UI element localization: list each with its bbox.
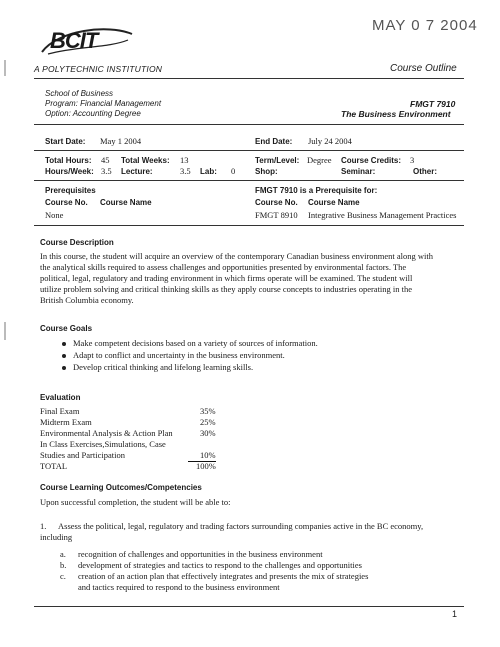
lecture-value: 3.5 xyxy=(180,166,191,176)
prereq-value: None xyxy=(45,210,64,220)
footer-divider xyxy=(34,606,464,607)
total-hours-label: Total Hours: xyxy=(45,156,92,165)
lab-value: 0 xyxy=(231,166,236,176)
evaluation-value: 10% xyxy=(200,450,216,460)
evaluation-label: Studies and Participation xyxy=(40,450,125,460)
evaluation-label: Environmental Analysis & Action Plan xyxy=(40,428,173,438)
evaluation-value: 30% xyxy=(200,428,216,438)
prereq-for-heading: FMGT 7910 is a Prerequisite for: xyxy=(255,186,378,195)
outcomes-heading: Course Learning Outcomes/Competencies xyxy=(40,483,202,492)
scan-mark xyxy=(4,60,6,76)
outcome-text: including xyxy=(40,532,73,542)
page-number: 1 xyxy=(452,609,458,619)
prereq-col-name: Course Name xyxy=(100,198,152,207)
evaluation-label: Final Exam xyxy=(40,406,80,416)
info-bottom-divider xyxy=(34,180,464,181)
outcome-number: 1. xyxy=(40,521,47,531)
subitem-text: recognition of challenges and opportunities in the business environment xyxy=(78,549,323,559)
total-hours-value: 45 xyxy=(101,155,110,165)
start-date-label: Start Date: xyxy=(45,137,86,146)
course-title: The Business Environment xyxy=(341,109,451,119)
goal-item: Make competent decisions based on a variety of sources of information. xyxy=(73,338,318,348)
hours-week-label: Hours/Week: xyxy=(45,167,94,176)
prereq-col-no: Course No. xyxy=(45,198,88,207)
term-value: Degree xyxy=(307,155,332,165)
prereq-for-col-no: Course No. xyxy=(255,198,298,207)
subitem-letter: a. xyxy=(60,549,66,559)
description-line: In this course, the student will acquire an overview of the contemporary Canadian business environment along with xyxy=(40,251,434,261)
subitem-text: and tactics required to respond to the business environment xyxy=(78,582,280,592)
end-date-value: July 24 2004 xyxy=(308,136,352,146)
end-date-label: End Date: xyxy=(255,137,293,146)
evaluation-value: 100% xyxy=(196,461,216,471)
subitem-letter: c. xyxy=(60,571,66,581)
date-stamp: MAY 0 7 2004 xyxy=(372,17,478,34)
start-date-value: May 1 2004 xyxy=(100,136,142,146)
hours-week-value: 3.5 xyxy=(101,166,112,176)
credits-label: Course Credits: xyxy=(341,156,402,165)
subitem-text: development of strategies and tactics to respond to the challenges and opportunities xyxy=(78,560,362,570)
lecture-label: Lecture: xyxy=(121,167,153,176)
prereq-for-course-no: FMGT 8910 xyxy=(255,210,298,220)
total-weeks-label: Total Weeks: xyxy=(121,156,170,165)
goal-item: Adapt to conflict and uncertainty in the business environment. xyxy=(73,350,285,360)
doc-type: Course Outline xyxy=(390,63,457,74)
evaluation-heading: Evaluation xyxy=(40,393,81,402)
info-divider xyxy=(34,150,464,151)
evaluation-label: TOTAL xyxy=(40,461,68,471)
evaluation-label: In Class Exercises,Simulations, Case xyxy=(40,439,166,449)
term-label: Term/Level: xyxy=(255,156,300,165)
evaluation-label: Midterm Exam xyxy=(40,417,92,427)
scan-mark xyxy=(4,322,6,340)
logo-text: BCIT xyxy=(50,28,98,53)
course-code: FMGT 7910 xyxy=(410,99,456,109)
evaluation-value: 35% xyxy=(200,406,216,416)
description-heading: Course Description xyxy=(40,238,114,247)
goal-item: Develop critical thinking and lifelong learning skills. xyxy=(73,362,254,372)
school-divider xyxy=(34,124,464,125)
program-name: Program: Financial Management xyxy=(45,99,162,108)
lab-label: Lab: xyxy=(200,167,217,176)
subitem-text: creation of an action plan that effectively integrates and presents the mix of strategies xyxy=(78,571,369,581)
seminar-label: Seminar: xyxy=(341,167,376,176)
prereq-divider xyxy=(34,225,464,226)
outcome-text: Assess the political, legal, regulatory and trading factors surrounding companies active in the BC economy, xyxy=(58,521,424,531)
goals-heading: Course Goals xyxy=(40,324,93,333)
description-line: British Columbia economy. xyxy=(40,295,134,305)
bcit-logo xyxy=(38,26,136,56)
bullet-icon xyxy=(62,342,66,346)
school-name: School of Business xyxy=(45,89,114,98)
subitem-letter: b. xyxy=(60,560,67,570)
prereq-for-col-name: Course Name xyxy=(308,198,360,207)
outcomes-intro: Upon successful completion, the student will be able to: xyxy=(40,497,231,507)
option-name: Option: Accounting Degree xyxy=(45,109,141,118)
prereq-for-course-name: Integrative Business Management Practices xyxy=(308,210,457,220)
description-line: utilize problem solving and critical thinking skills as they apply course concepts to industries operating in the xyxy=(40,284,413,294)
header-divider xyxy=(34,78,464,79)
bullet-icon xyxy=(62,354,66,358)
other-label: Other: xyxy=(413,167,437,176)
description-line: political, legal, regulatory and trading environment in which firms operate will be examined. The student will xyxy=(40,273,413,283)
logo-tagline: A POLYTECHNIC INSTITUTION xyxy=(34,64,163,74)
total-weeks-value: 13 xyxy=(180,155,189,165)
prereq-heading: Prerequisites xyxy=(45,186,96,195)
description-line: the analytical skills required to assess challenges and opportunities presented by environmental factors. The xyxy=(40,262,407,272)
credits-value: 3 xyxy=(410,155,415,165)
evaluation-value: 25% xyxy=(200,417,216,427)
shop-label: Shop: xyxy=(255,167,278,176)
bullet-icon xyxy=(62,366,66,370)
